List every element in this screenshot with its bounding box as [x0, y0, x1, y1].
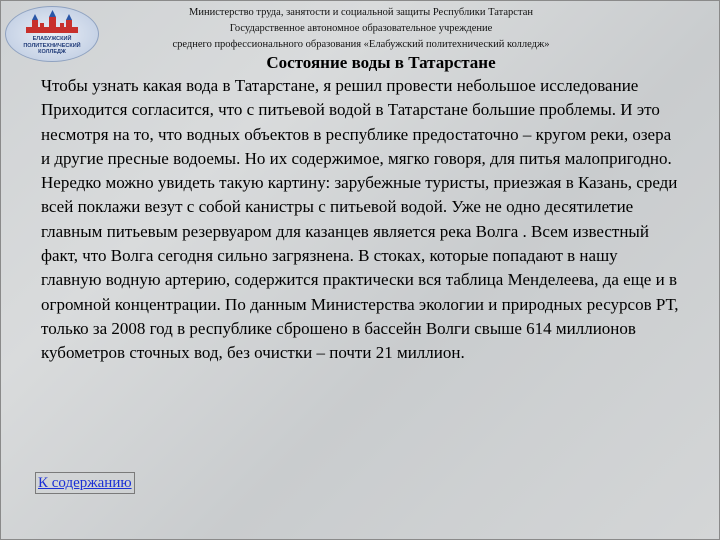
header-line-2: Государственное автономное образовательное учреждение: [229, 23, 493, 34]
logo-line-2: ПОЛИТЕХНИЧЕСКИЙ: [23, 42, 81, 49]
intro-paragraph: Чтобы узнать какая вода в Татарстане, я решил провести небольшое исследование: [41, 76, 639, 95]
body-text: [41, 74, 681, 366]
logo-line-3: КОЛЛЕДЖ: [38, 49, 66, 55]
institution-header: [101, 5, 621, 53]
main-paragraph: Приходится согласится, что с питьевой водой в Татарстане большие проблемы. И это несмотря на то, что водных объектов в республике предостаточно – кругом реки, озера и другие пресные водоемы. Но их содержимое, мягко говоря, для питья малопригодно. Нередко можно увидеть такую картину: зарубежные туристы, приезжая в Казань, среди всей поклажи везут с собой канистры с питьевой водой. Уже не одно десятилетие главным питьевым резервуаром для казанцев является река Волга . Всем известный факт, что Волга сегодня сильно загрязнена. В стоках, которые попадают в нашу главную водную артерию, содержится практически вся таблица Менделеева, да еще и в огромной концентрации. По данным Министерства экологии и природных ресурсов РТ, только за 2008 год в республике сброшено в бассейн Волги свыше 614 миллионов кубометров сточных вод, без очистки – почти 21 миллион.: [41, 100, 679, 363]
slide-title: Состояние воды в Татарстане: [266, 53, 496, 72]
logo-line-1: ЕЛАБУЖСКИЙ: [32, 36, 72, 42]
back-to-contents-link[interactable]: К содержанию: [35, 472, 135, 494]
header-line-3: среднего профессионального образования «Елабужский политехнический колледж»: [172, 39, 550, 50]
header-line-1: Министерство труда, занятости и социальной защиты Республики Татарстан: [189, 7, 533, 18]
